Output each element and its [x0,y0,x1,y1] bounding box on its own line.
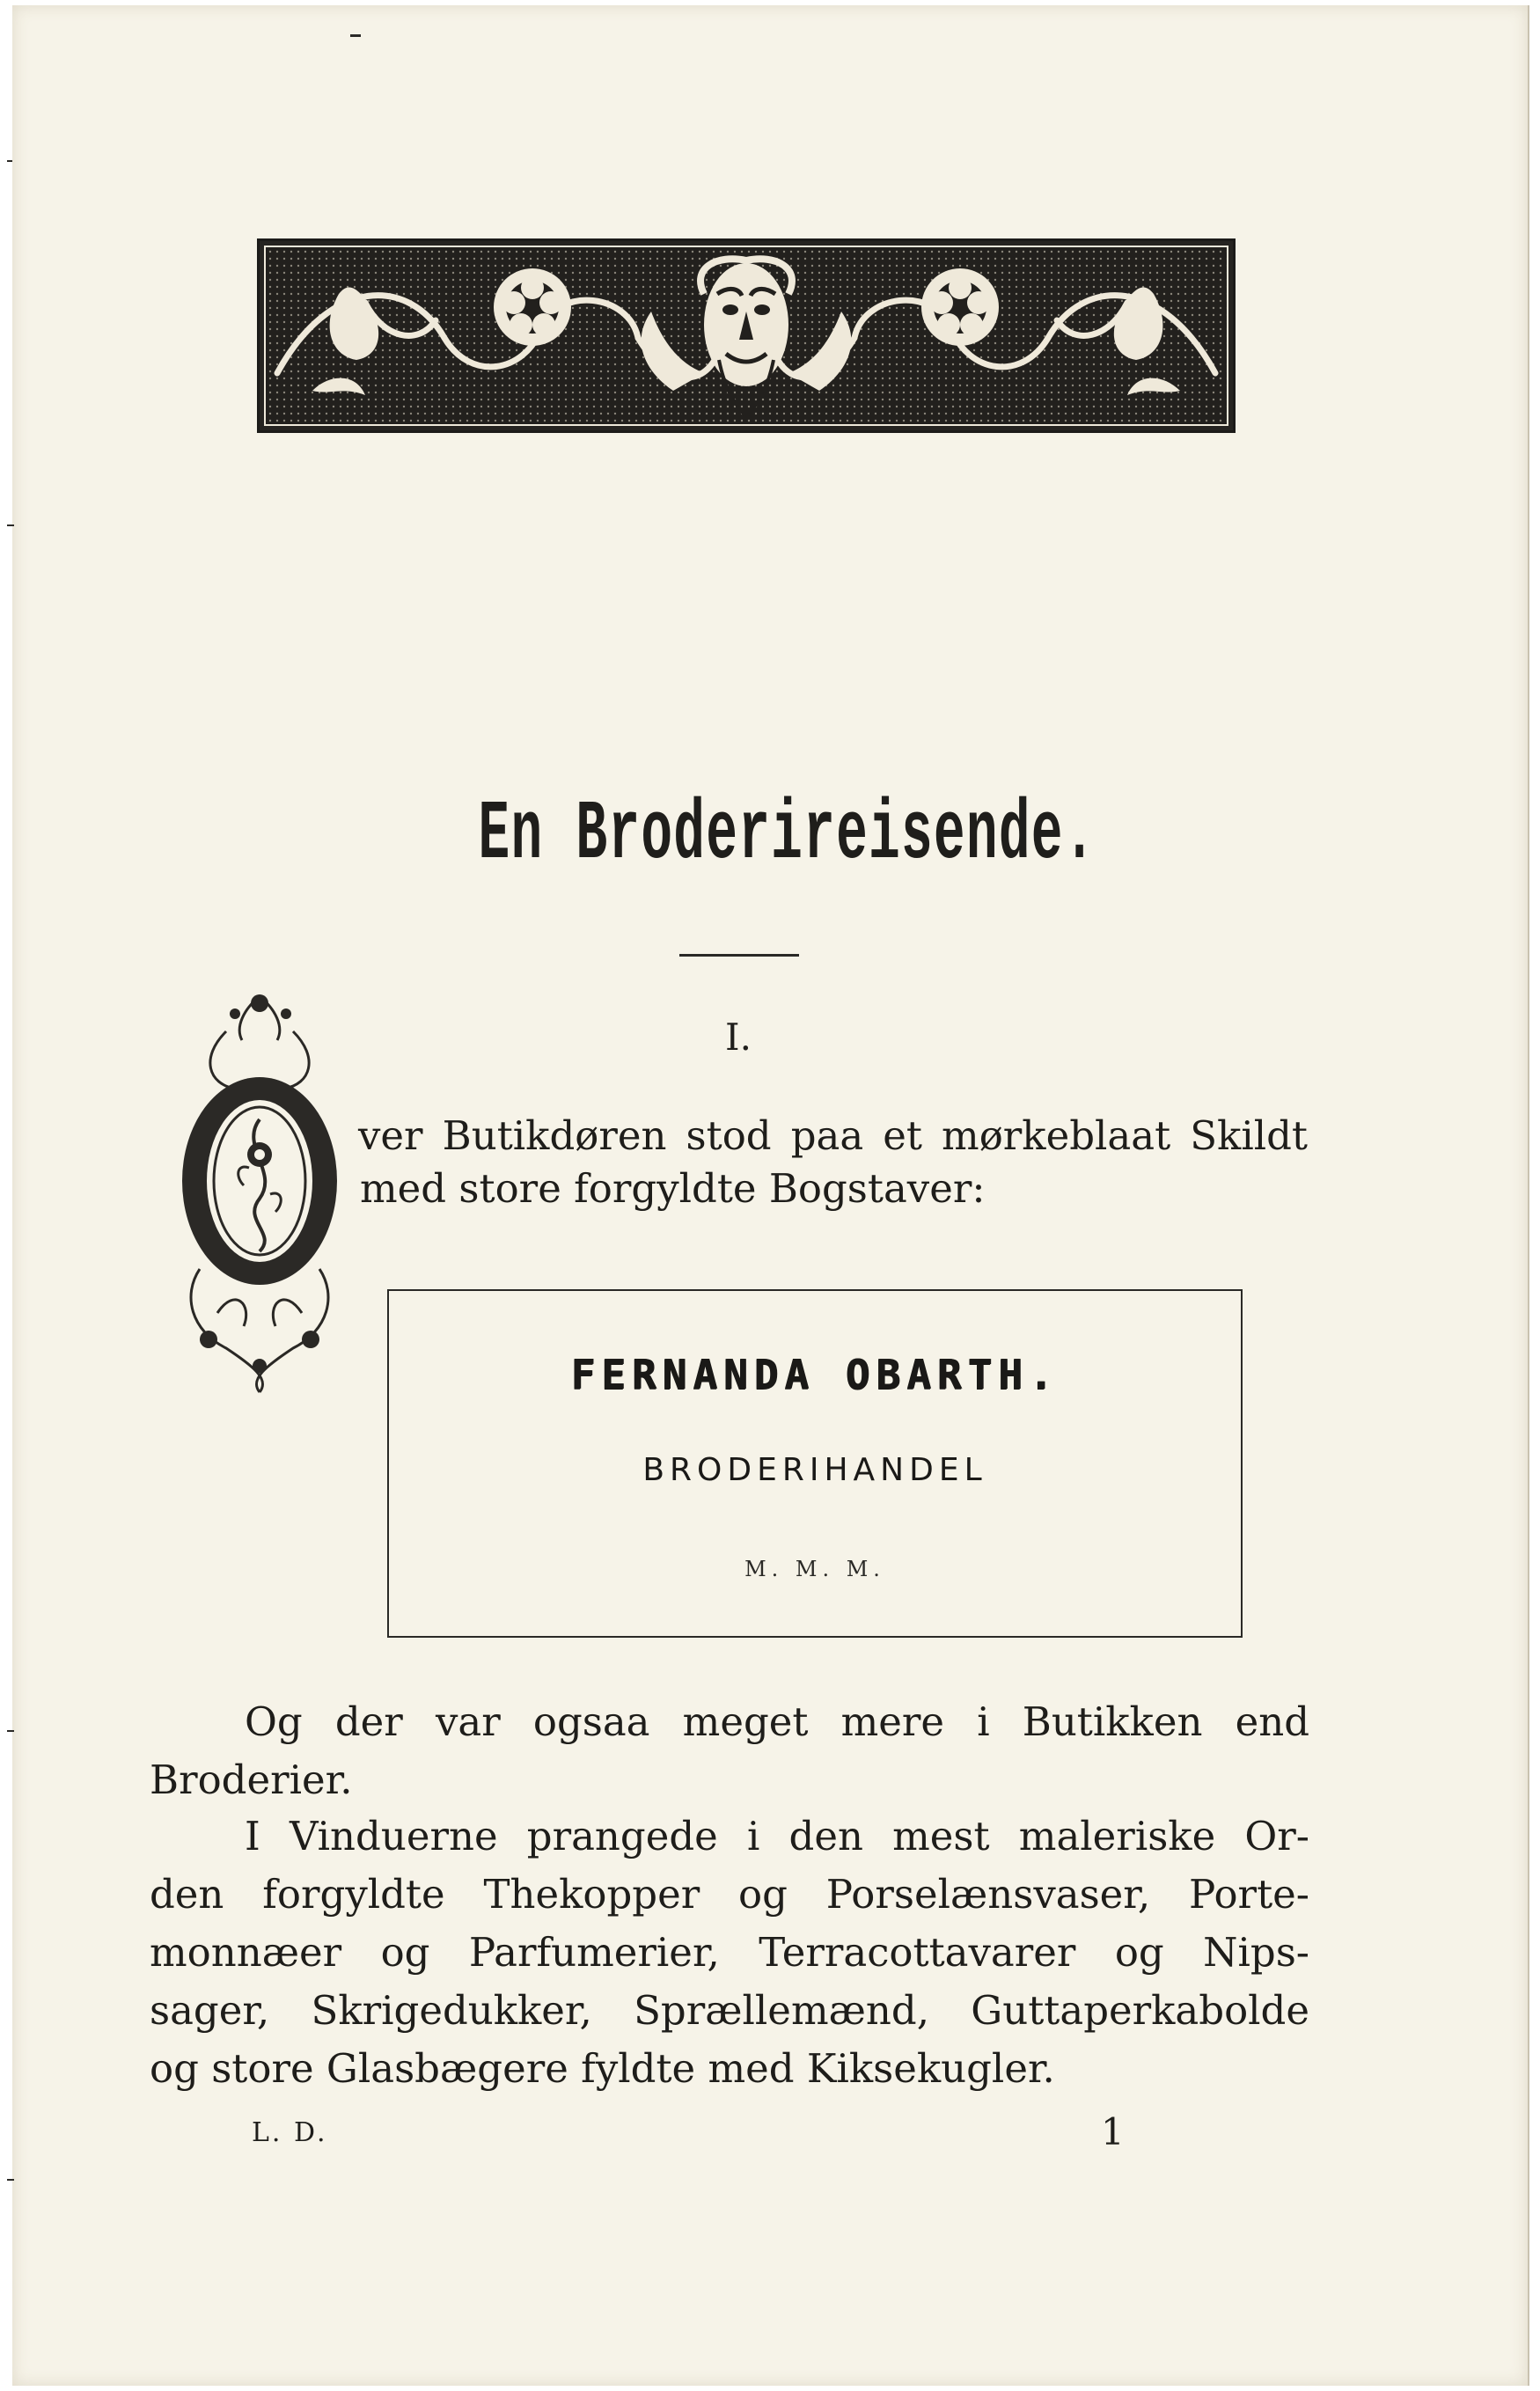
intro-line-1: ver Butikdøren stod paa et mørkeblaat Skildt [358,1112,1308,1159]
ornamental-headpiece [257,238,1236,433]
title-rule [679,954,799,957]
book-page [12,5,1529,2386]
body-line-3: I Vinduerne prangede i den mest maleriske Or- [245,1813,1309,1859]
edge-mark [7,160,12,162]
body-line-4: den forgyldte Thekopper og Porselænsvaser, Porte- [150,1871,1309,1918]
edge-mark [7,524,14,526]
body-line-2: Broderier. [150,1757,353,1803]
page-number: 1 [1101,2110,1125,2153]
body-line-7: og store Glasbægere fyldte med Kiksekugler. [150,2045,1055,2092]
chapter-number: I. [725,1016,752,1059]
sign-shop-name: FERNANDA OBARTH. [570,1351,1060,1398]
sign-subline: M. M. M. [744,1557,885,1581]
body-line-5: monnæer og Parfumerier, Terracottavarer og Nips- [150,1929,1309,1976]
print-speck [350,34,361,37]
decorated-initial [173,979,346,1394]
shop-sign [387,1289,1243,1638]
edge-mark [7,2179,14,2181]
body-line-1: Og der var ogsaa meget mere i Butikken end [245,1698,1309,1745]
signature-mark: L. D. [252,2117,328,2148]
intro-line-2: med store forgyldte Bogstaver: [360,1165,986,1212]
edge-mark [7,1730,14,1732]
story-title: En Broderireisende. [478,787,1096,883]
body-line-6: sager, Skrigedukker, Sprællemænd, Guttaperkabolde [150,1987,1309,2034]
sign-trade-label: BRODERIHANDEL [642,1452,987,1488]
